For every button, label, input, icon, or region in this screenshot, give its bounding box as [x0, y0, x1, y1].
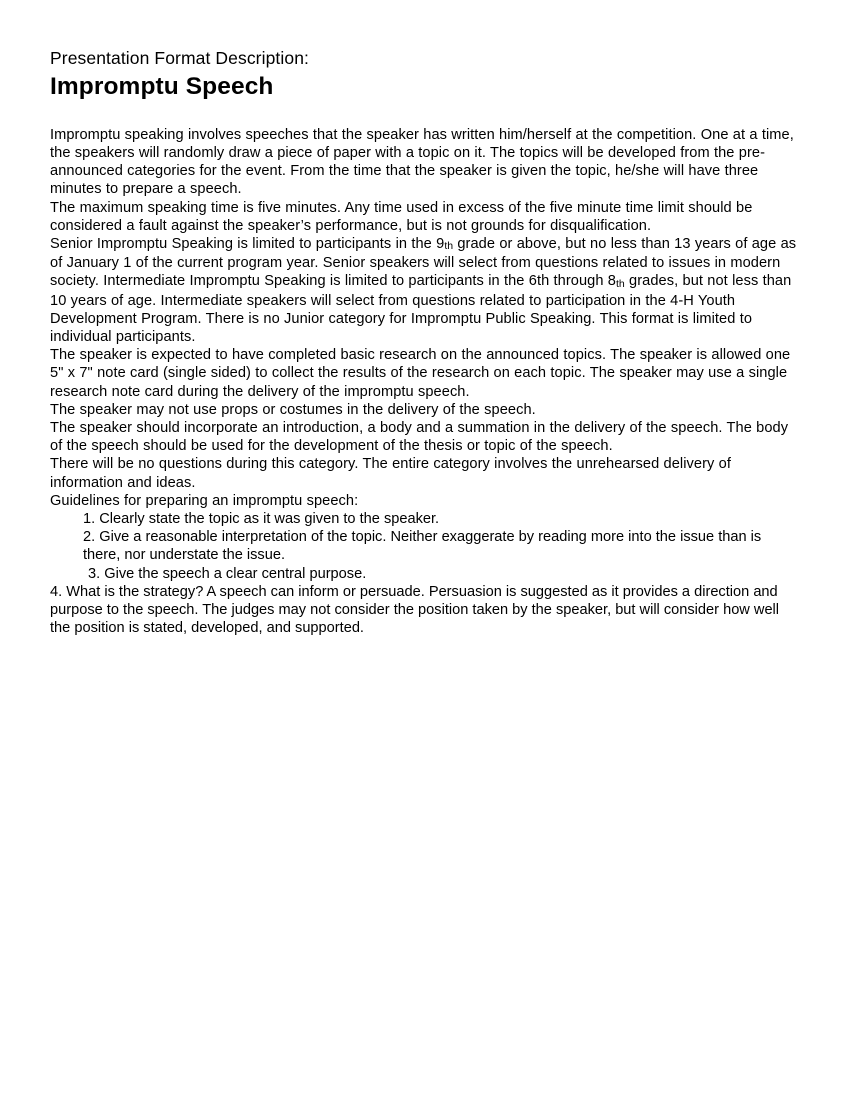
ordinal-suffix-eighth: th [616, 277, 625, 290]
paragraph-time-limit: The maximum speaking time is five minutes. Any time used in excess of the five minute time limit should be considered a fault against the speaker’s performance, but is not grounds for disqualification. [50, 199, 753, 234]
page-title: Impromptu Speech [50, 72, 274, 100]
grade-rules-part-3: grades, but not less than 10 years of age. Intermediate speakers will select from questions related to participation in the 4-H Youth Development Program. There is no Junior category for Impromptu Public Speaking. This format is limited to individual participants. [50, 273, 792, 345]
paragraph-no-questions: There will be no questions during this category. The entire category involves the unrehearsed delivery of information and ideas. [50, 456, 732, 491]
list-item: 2. Give a reasonable interpretation of the topic. Neither exaggerate by reading more into the issue than is there, nor understate the issue. [83, 529, 762, 564]
paragraph-no-props: The speaker may not use props or costumes in the delivery of the speech. [50, 401, 536, 418]
paragraph-grade-eligibility [50, 235, 800, 346]
guidelines-heading: Guidelines for preparing an impromptu speech: [50, 492, 359, 509]
ordinal-suffix-ninth: th [444, 240, 454, 253]
list-item: 3. Give the speech a clear central purpose. [88, 565, 367, 582]
paragraph-speech-structure: The speaker should incorporate an introduction, a body and a summation in the delivery of the speech. The body of the speech should be used for the development of the thesis or topic of the speech. [50, 420, 789, 455]
list-item: 4. What is the strategy? A speech can inform or persuade. Persuasion is suggested as it provides a direction and purpose to the speech. The judges may not consider the position taken by the speaker, but will consider how well the position is stated, developed, and supported. [50, 583, 780, 637]
paragraph-overview: Impromptu speaking involves speeches that the speaker has written him/herself at the competition. One at a time, the speakers will randomly draw a piece of paper with a topic on it. The topics will be developed from the pre-announced categories for the event. From the time that the speaker is given the topic, he/she will have three minutes to prepare a speech. [50, 126, 794, 198]
paragraph-research-note-card: The speaker is expected to have completed basic research on the announced topics. The speaker is allowed one 5" x 7" note card (single sided) to collect the results of the research on each topic. The speaker may use a single research note card during the delivery of the impromptu speech. [50, 347, 791, 400]
document-kicker: Presentation Format Description: [50, 48, 310, 68]
list-item: 1. Clearly state the topic as it was given to the speaker. [83, 511, 440, 528]
grade-rules-part-2: grade or above, but no less than 13 years of age as of January 1 of the current program year. Senior speakers will select from questions related to issues in modern society. Intermediate Impromptu Speaking is limited to participants in the 6th through 8 [50, 235, 797, 290]
grade-rules-part-1: Senior Impromptu Speaking is limited to participants in the 9 [50, 235, 445, 252]
document-body [50, 126, 800, 638]
